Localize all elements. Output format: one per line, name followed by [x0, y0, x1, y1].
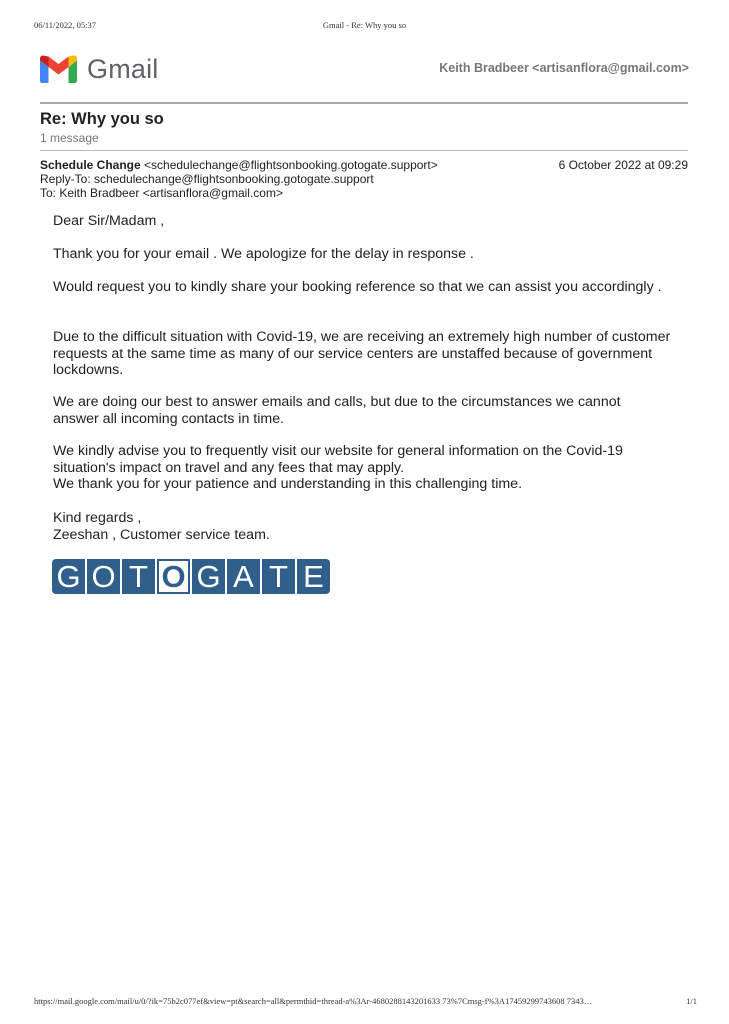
body-paragraph-2: [53, 279, 685, 296]
logo-letter-g: G: [52, 559, 85, 594]
closing: Kind regards ,: [53, 510, 142, 526]
print-page-number: 1/1: [686, 996, 697, 1006]
paragraph-website-advice: We kindly advise you to frequently visit our website for general information on the Covid-19 situation's impact on travel and any fees that may apply.: [53, 443, 623, 476]
logo-letter-e: E: [297, 559, 330, 594]
logo-letter-t: T: [122, 559, 155, 594]
print-url: https://mail.google.com/mail/u/0/?ik=75b2c077ef&view=pt&search=all&permthid=thread-a%3Ar-4680288143201633 73%7Cmsg-f%3A17459299743608 7343…: [34, 996, 593, 1006]
paragraph-apology: Thank you for your email . We apologize for the delay in response .: [53, 246, 474, 262]
sender-email[interactable]: <schedulechange@flightsonbooking.gotogate.support>: [144, 158, 438, 172]
gmail-logo[interactable]: [40, 54, 159, 84]
subject-divider: [40, 150, 688, 151]
to-line: To: Keith Bradbeer <artisanflora@gmail.com>: [40, 186, 283, 200]
signature: Zeeshan , Customer service team.: [53, 526, 270, 543]
reply-to-line: Reply-To: schedulechange@flightsonbooking.gotogate.support: [40, 172, 374, 186]
print-datetime: 06/11/2022, 05:37: [34, 20, 97, 30]
header-divider: [40, 102, 688, 104]
body-paragraph-3: [53, 329, 677, 379]
logo-letter-a: A: [227, 559, 260, 594]
body-greeting: [53, 213, 693, 230]
paragraph-thanks: We thank you for your patience and understanding in this challenging time.: [53, 476, 523, 492]
gotogate-logo: [52, 559, 330, 594]
account-label: Keith Bradbeer <artisanflora@gmail.com>: [439, 61, 689, 75]
body-paragraph-1: [53, 246, 693, 263]
logo-letter-g: G: [192, 559, 225, 594]
print-page-title: Gmail - Re: Why you so: [322, 20, 407, 30]
sender-line: [40, 158, 438, 172]
sender-name: Schedule Change: [40, 158, 141, 172]
thread-subject: Re: Why you so: [40, 110, 164, 128]
paragraph-covid-situation: Due to the difficult situation with Covid-19, we are receiving an extremely high number of customer requests at the same time as many of our service centers are unstaffed because of government lockdowns.: [53, 329, 671, 378]
gmail-wordmark: Gmail: [87, 54, 159, 84]
message-count: 1 message: [40, 131, 99, 145]
logo-letter-o-highlight: O: [157, 559, 190, 594]
paragraph-booking-request: Would request you to kindly share your booking reference so that we can assist you accordingly .: [53, 279, 662, 295]
body-closing: [53, 510, 693, 543]
body-paragraph-5: [53, 443, 668, 493]
body-paragraph-4: [53, 394, 663, 427]
gmail-m-icon: [40, 55, 77, 83]
paragraph-doing-best: We are doing our best to answer emails and calls, but due to the circumstances we cannot answer all incoming contacts in time.: [53, 394, 621, 427]
logo-letter-o: O: [87, 559, 120, 594]
greeting: Dear Sir/Madam ,: [53, 213, 165, 229]
message-date: 6 October 2022 at 09:29: [558, 158, 688, 172]
logo-letter-t: T: [262, 559, 295, 594]
